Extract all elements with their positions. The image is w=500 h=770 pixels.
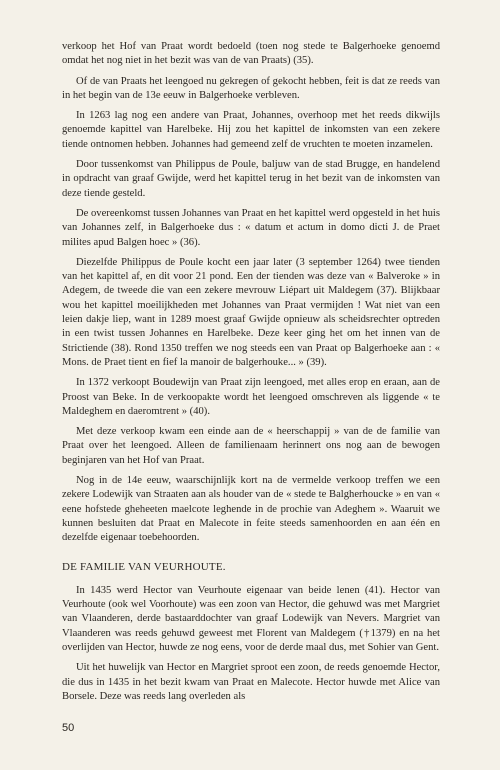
paragraph: Uit het huwelijk van Hector en Margriet sproot een zoon, de reeds genoemde Hector, die dus in 1435 in het bezit kwam van Praat en Malecote. Hector huwde met Alice van Borsele. Deze was reeds lang overleden als	[62, 662, 440, 702]
paragraph: Diezelfde Philippus de Poule kocht een jaar later (3 september 1264) twee tienden van het kapittel af, en dit voor 21 pond. Een der tienden was deze van « Balveroke » in Adegem, de tweede die van een zekere mevrouw Liépart uit Maldegem (37). Blijkbaar wou het kapittel moeilijkheden met Johannes van Praat vermijden ! Wat niet van een leien dakje liep, want in 1289 moest graaf Gwijde opnieuw als scheidsrechter optreden in een twist tussen Johannes en Harelbeke. Deze keer ging het om het innen van de Strictiende (38). Rond 1350 treffen we nog steeds een van Praat op Balgerhoeke aan : « Mons. de Praet tient en fief la manoir de balgerhouke... » (39).	[62, 256, 440, 368]
paragraph: In 1263 lag nog een andere van Praat, Johannes, overhoop met het reeds dikwijls genoemde kapittel van Harelbeke. Hij zou het kapittel de inkomsten van een zekere tiende ontnomen hebben. Johannes had gemeend zelf de vruchten te moeten inzamelen.	[62, 110, 440, 150]
paragraph: Of de van Praats het leengoed nu gekregen of gekocht hebben, feit is dat ze reeds van in het begin van de 13e eeuw in Balgerhoeke verbleven.	[62, 75, 440, 101]
paragraph: Met deze verkoop kwam een einde aan de « heerschappij » van de de familie van Praat over het leengoed. Alleen de familienaam herinnert ons nog aan de bewogen beginjaren van het Hof van Praat.	[62, 426, 440, 466]
paragraph: verkoop het Hof van Praat wordt bedoeld (toen nog stede te Balgerhoeke genoemd omdat het nog niet in het bezit was van de van Praats) (35).	[62, 41, 440, 67]
paragraph: In 1372 verkoopt Boudewijn van Praat zijn leengoed, met alles erop en eraan, aan de Proost van Beke. In de verkoopakte wordt het leengoed omschreven als liggende « te Maldeghem en daeromtrent » (40).	[62, 377, 440, 417]
paragraph: Door tussenkomst van Philippus de Poule, baljuw van de stad Brugge, en handelend in opdracht van graaf Gwijde, werd het kapittel terug in het bezit van de inkomsten van deze tiende gesteld.	[62, 159, 440, 199]
paragraph: De overeenkomst tussen Johannes van Praat en het kapittel werd opgesteld in het huis van Johannes zelf, in Balgerhoeke dus : « datum et actum in domo dicti J. de Praet milites apud Balgen hoec » (36).	[62, 207, 440, 248]
paragraph: Nog in de 14e eeuw, waarschijnlijk kort na de vermelde verkoop treffen we een zekere Lodewijk van Straaten aan als houder van de « stede te Balgherhoucke » en van « eene hofstede gheheeten maelcote leghende in de prochie van Adeghem ». Waaruit we kunnen besluiten dat Praat en Malecote in feite steeds samenhoorden en aan één en dezelfde eigenaar toebehoorden.	[62, 475, 440, 544]
section-heading: DE FAMILIE VAN VEURHOUTE.	[62, 560, 226, 573]
body-text	[62, 40, 440, 710]
page-number: 50	[62, 722, 75, 734]
paragraph: In 1435 werd Hector van Veurhoute eigenaar van beide lenen (41). Hector van Veurhoute (ook wel Voorhoute) was een zoon van Hector, die gehuwd was met Margriet van Vlaanderen, derde bastaarddochter van graaf Lodewijk van Nevers. Margriet van Vlaanderen was reeds gehuwd geweest met Florent van Maldegem (†1379) en na het overlijden van Hector, huwde ze nog eens, voor de derde maal dus, met Sohier van Gent.	[62, 584, 440, 653]
